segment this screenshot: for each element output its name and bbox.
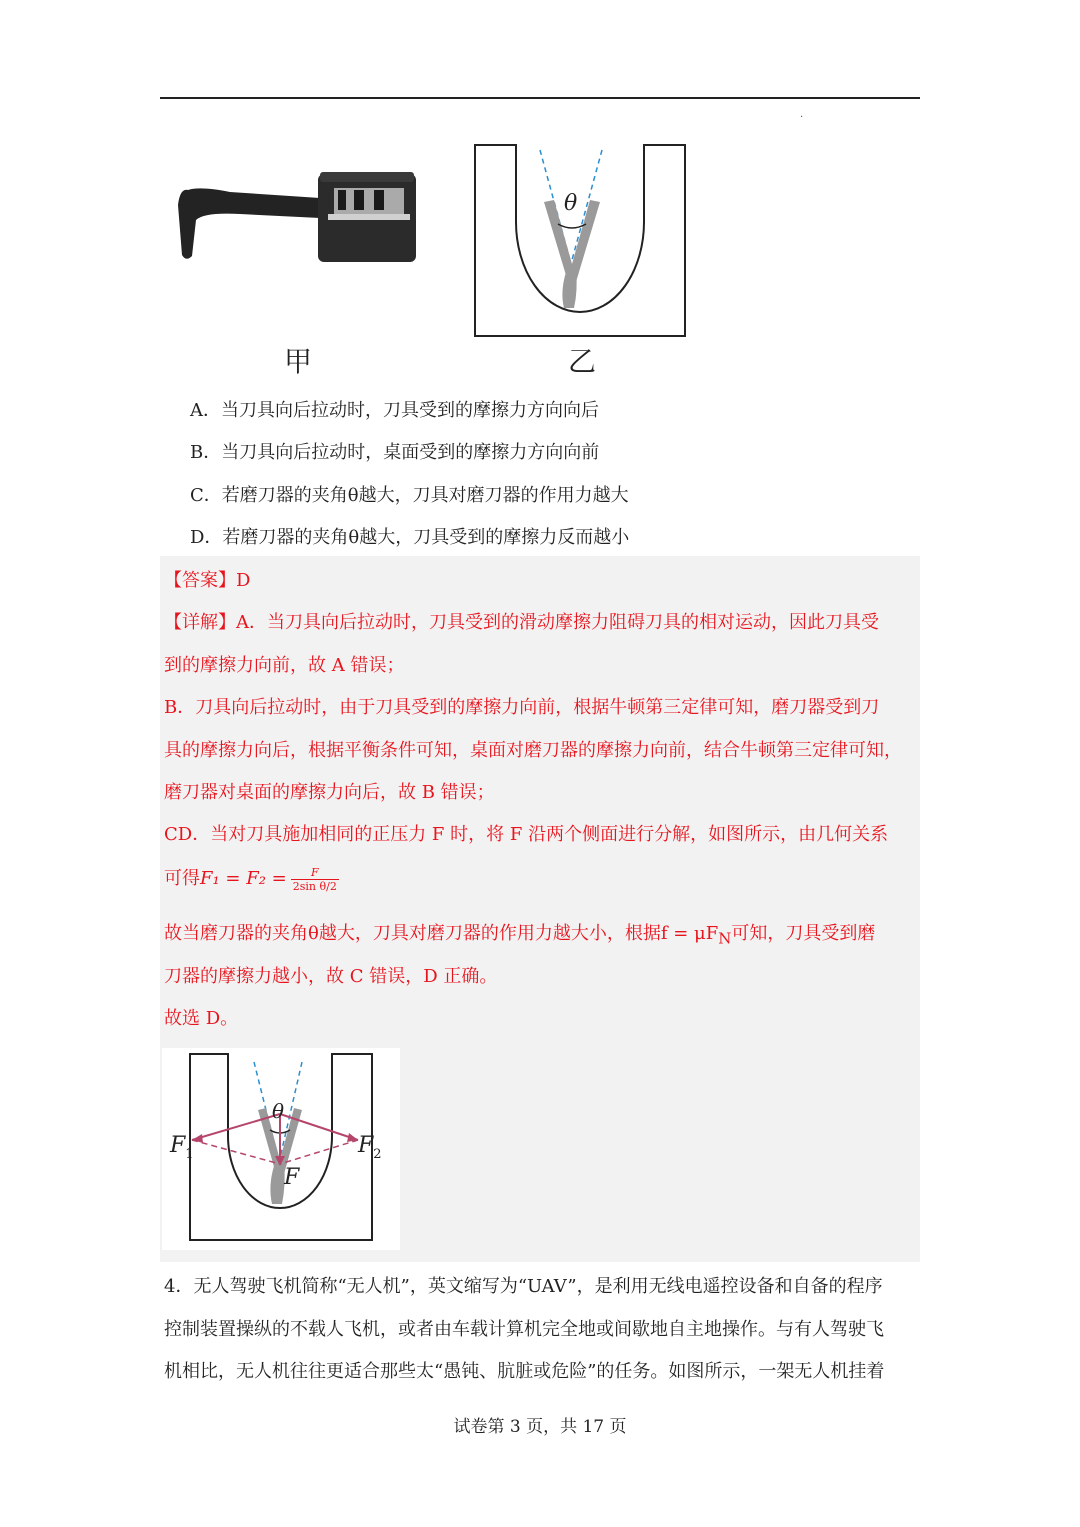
knife-sharpener-image [170, 160, 425, 265]
option-b: B．当刀具向后拉动时，桌面受到的摩擦力方向向前 [190, 442, 600, 463]
explanation-line-6: CD．当对刀具施加相同的正压力 F 时，将 F 沿两个侧面进行分解，如图所示，由几何关系 [164, 824, 889, 845]
answer-label: 【答案】 [164, 570, 236, 591]
force-decomposition-diagram [162, 1048, 400, 1250]
formula-fraction: $\frac{F}{\text{2sin θ/2}}$ [292, 865, 337, 893]
option-c: C．若磨刀器的夹角θ越大，刀具对磨刀器的作用力越大 [190, 485, 629, 506]
explanation-line-2: 到的摩擦力向前，故 A 错误； [164, 655, 405, 676]
theta-label-force: θ [272, 1099, 285, 1123]
explanation-line-1: 【详解】A．当刀具向后拉动时，刀具受到的滑动摩擦力阻碍刀具的相对运动，因此刀具受 [164, 612, 879, 633]
answer-value: D [236, 570, 251, 591]
caption-yi: 乙 [568, 345, 597, 378]
f1-label: $F_1$ [170, 1133, 194, 1162]
caption-jia: 甲 [284, 345, 313, 378]
page-footer: 试卷第 3 页，共 17 页 [453, 1417, 627, 1437]
sharpener-cross-section-diagram [472, 142, 688, 340]
explanation-line-7: 可得F₁ = F₂ = $\frac{F}{\text{2sin θ/2}}$ [164, 865, 337, 893]
option-d: D．若磨刀器的夹角θ越大，刀具受到的摩擦力反而越小 [190, 527, 630, 548]
header-dot: · [800, 112, 804, 123]
question4-line-2: 控制装置操纵的不载人飞机，或者由车载计算机完全地或间歇地自主地操作。与有人驾驶飞 [164, 1319, 884, 1340]
formula-equal-forces: F₁ = F₂ = [200, 868, 287, 889]
f2-label: $F_2$ [358, 1133, 382, 1162]
question4-line-3: 机相比，无人机往往更适合那些太“愚钝、肮脏或危险”的任务。如图所示，一架无人机挂着 [164, 1361, 885, 1382]
explanation-line-5: 磨刀器对桌面的摩擦力向后，故 B 错误； [164, 782, 495, 803]
explanation-line-4: 具的摩擦力向后，根据平衡条件可知，桌面对磨刀器的摩擦力向前，结合牛顿第三定律可知， [164, 740, 902, 761]
explanation-line-8: 故当磨刀器的夹角θ越大，刀具对磨刀器的作用力越大小，根据$f = \mu F_N$可知，刀具受到磨 [164, 923, 876, 948]
theta-label: θ [564, 191, 578, 216]
header-rule [160, 97, 920, 99]
option-a: A．当刀具向后拉动时，刀具受到的摩擦力方向向后 [190, 400, 599, 421]
explanation-label: 【详解】 [164, 612, 236, 633]
question4-line-1: 4．无人驾驶飞机简称“无人机”，英文缩写为“UAV”，是利用无线电遥控设备和自备的程序 [164, 1276, 883, 1297]
answer-line [164, 566, 250, 592]
explanation-line-3: B．刀具向后拉动时，由于刀具受到的摩擦力向前，根据牛顿第三定律可知，磨刀器受到刀 [164, 697, 880, 718]
explanation-line-9: 刀器的摩擦力越小，故 C 错误，D 正确。 [164, 966, 498, 987]
explanation-line-10: 故选 D。 [164, 1008, 239, 1029]
f-label: F [284, 1165, 300, 1190]
